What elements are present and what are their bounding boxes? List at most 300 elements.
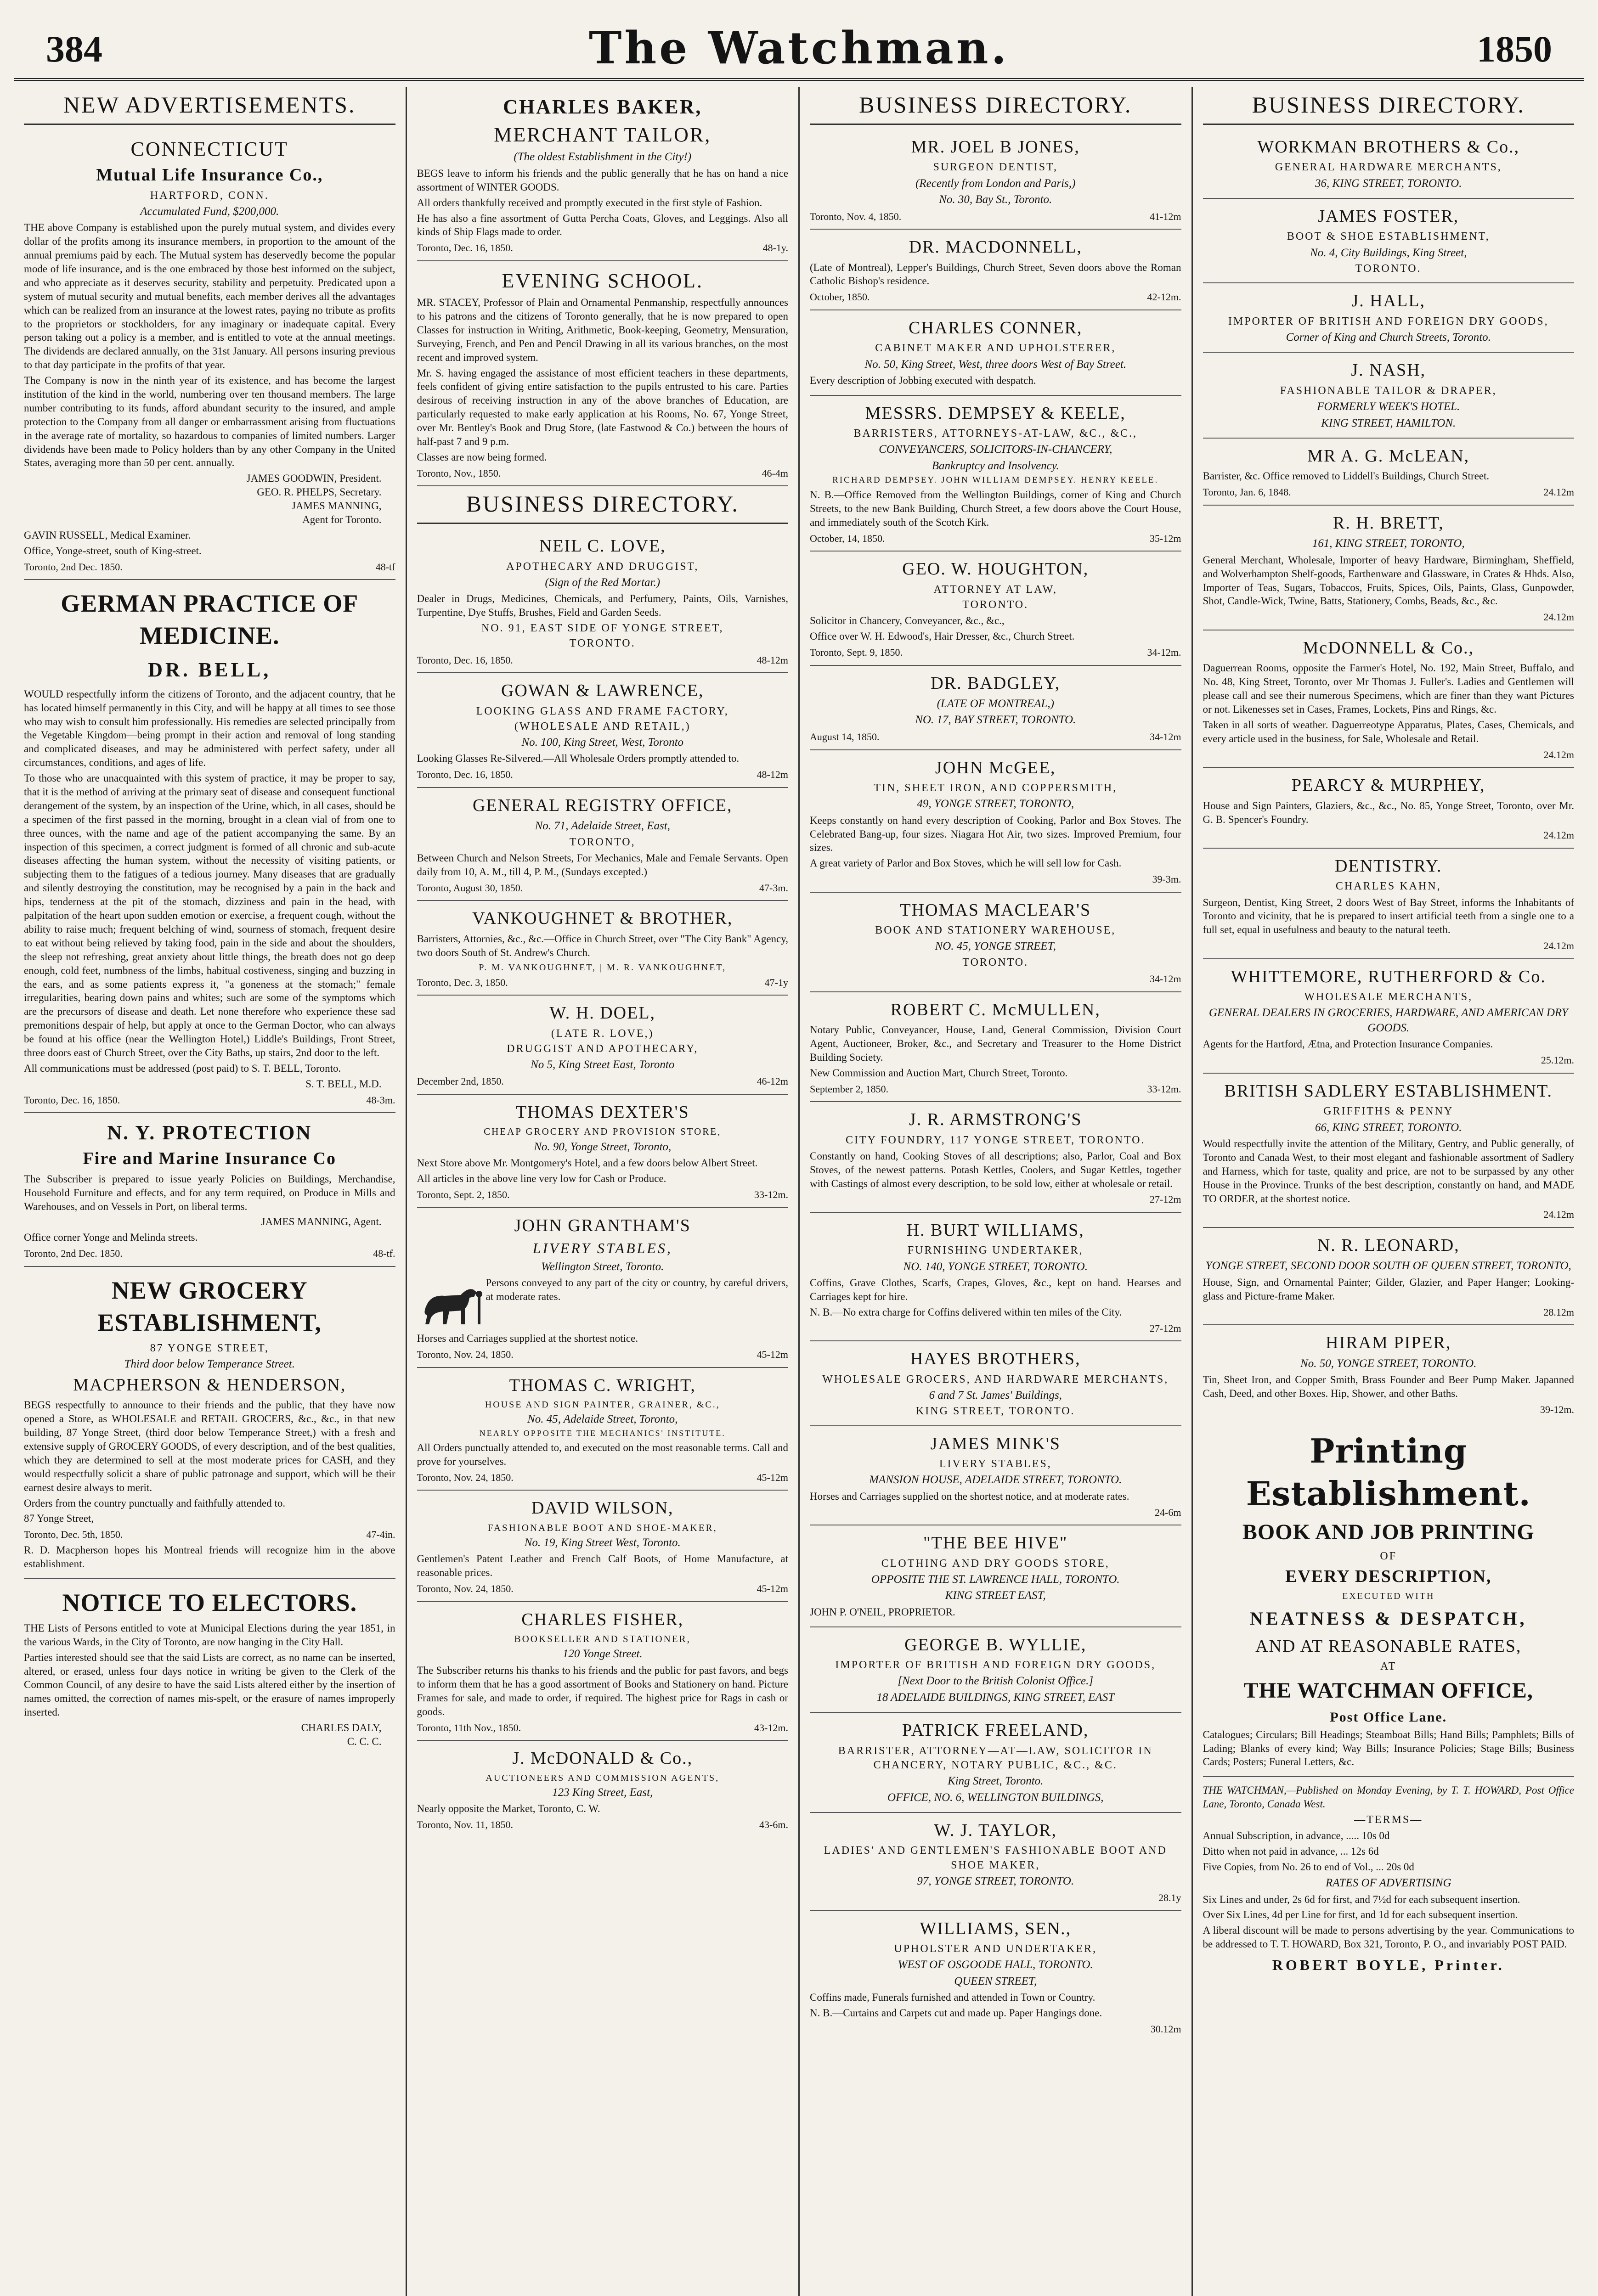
ad-title: DR. MACDONNELL, bbox=[909, 237, 1082, 257]
ad-note: CONVEYANCERS, SOLICITORS-IN-CHANCERY, bbox=[879, 443, 1112, 456]
directory-listing bbox=[810, 1341, 1181, 1426]
ad-city: TORONTO. bbox=[1355, 263, 1422, 275]
ad-city: TORONTO, bbox=[569, 836, 636, 848]
ad-subtitle: SURGEON DENTIST, bbox=[933, 161, 1058, 174]
colophon-rate-3: A liberal discount will be made to persons advertising by the year. Communications to be addressed to T. T. HOWARD, Box 321, Toronto, P. O., and invariably POST PAID. bbox=[1203, 1925, 1574, 1950]
ad-code: 30.12m bbox=[1150, 2023, 1181, 2035]
ad-body-2: Parties interested should see that the said Lists are correct, as no name can be inserted, altered, or erased, unless four days notice in writing be given to the Clerk of the Common Council, of any desire to have the said Lists altered either by the insertion of names omitted, the correction of names mis-spelt, or the erasure of names improperly inserted. bbox=[24, 1651, 395, 1718]
ad-title: GEO. W. HOUGHTON, bbox=[902, 559, 1089, 579]
colophon-term-2: Ditto when not paid in advance, ... 12s 6d bbox=[1203, 1846, 1379, 1857]
ad-names: RICHARD DEMPSEY. JOHN WILLIAM DEMPSEY. HENRY KEELE. bbox=[832, 475, 1159, 485]
directory-listing bbox=[1203, 1325, 1575, 1422]
ad-city: TORONTO. bbox=[962, 956, 1029, 968]
column-heading: BUSINESS DIRECTORY. bbox=[1203, 87, 1575, 125]
colophon bbox=[1203, 1777, 1575, 1985]
ad-subtitle: CABINET MAKER AND UPHOLSTERER, bbox=[875, 342, 1116, 355]
ad-code: 43-6m. bbox=[759, 1818, 788, 1830]
page-number: 384 bbox=[46, 28, 102, 70]
ad-subtitle: BOOK AND STATIONERY WAREHOUSE, bbox=[875, 924, 1116, 937]
ad-address: 123 King Street, East, bbox=[552, 1786, 653, 1799]
ad-address: NO. 91, EAST SIDE OF YONGE STREET, bbox=[481, 622, 724, 635]
ad-address: KING STREET EAST, bbox=[945, 1589, 1046, 1602]
ad-code: 48-12m bbox=[757, 769, 788, 781]
ad-title: N. Y. PROTECTION bbox=[107, 1121, 312, 1144]
ad-ny-protection bbox=[24, 1113, 395, 1267]
ad-code: 45-12m bbox=[757, 1471, 788, 1483]
ad-body: WOULD respectfully inform the citizens of Toronto, and the adjacent country, that he has located himself permanently in this City, and will be happy at all times to see those who may wish to consult him professionally. His remedies are selected principally from the Vegetable Kingdom—being prompt in their action and removal of long standing and complicated diseases, and may be administered with perfect safety, under all circumstances, conditions, and ages of life. bbox=[24, 688, 395, 769]
ad-title: MR. JOEL B JONES, bbox=[911, 137, 1080, 157]
ad-officer: GEO. R. PHELPS, Secretary. bbox=[257, 486, 382, 498]
ad-address: 87 YONGE STREET, bbox=[150, 1342, 269, 1355]
page-year: 1850 bbox=[1477, 28, 1552, 70]
ad-title: GERMAN PRACTICE OF MEDICINE. bbox=[61, 590, 359, 650]
ad-note: King Street, Toronto. bbox=[948, 1775, 1044, 1788]
ad-body: House, Sign, and Ornamental Painter; Gilder, Glazier, and Paper Hanger; Looking-glass and Picture-frame Maker. bbox=[1203, 1276, 1574, 1302]
ad-date: Toronto, Dec. 16, 1850. bbox=[24, 1094, 120, 1106]
ad-code: 33-12m. bbox=[754, 1189, 788, 1201]
ad-body: Dealer in Drugs, Medicines, Chemicals, and Perfumery, Paints, Oils, Varnishes, Turpentine, Dye Stuffs, Brushes, Field and Garden Seeds. bbox=[417, 593, 788, 619]
ad-body: Horses and Carriages supplied on the shortest notice, and at moderate rates. bbox=[810, 1490, 1129, 1502]
ad-title: THOMAS MACLEAR'S bbox=[900, 900, 1091, 920]
directory-listing bbox=[810, 1102, 1181, 1213]
ad-address: OFFICE, NO. 6, WELLINGTON BUILDINGS, bbox=[887, 1791, 1104, 1804]
ad-subtitle: TIN, SHEET IRON, AND COPPERSMITH, bbox=[874, 782, 1118, 794]
ad-subtitle: LADIES' AND GENTLEMEN'S FASHIONABLE BOOT AND SHOE MAKER, bbox=[824, 1845, 1167, 1871]
ad-examiner: GAVIN RUSSELL, Medical Examiner. bbox=[24, 529, 191, 541]
ad-address: NO. 17, BAY STREET, TORONTO. bbox=[915, 714, 1076, 726]
ad-subtitle: CHEAP GROCERY AND PROVISION STORE, bbox=[484, 1126, 722, 1137]
ad-german-medicine bbox=[24, 580, 395, 1113]
ad-note: (WHOLESALE AND RETAIL,) bbox=[514, 720, 691, 732]
ad-code: 33-12m. bbox=[1147, 1083, 1181, 1095]
ad-body-2: All orders thankfully received and promptly executed in the first style of Fashion. bbox=[417, 197, 762, 208]
ad-body-2: New Commission and Auction Mart, Church Street, Toronto. bbox=[810, 1067, 1068, 1079]
directory-listing bbox=[810, 893, 1181, 992]
ad-address: No. 50, YONGE STREET, TORONTO. bbox=[1300, 1357, 1477, 1370]
ad-body: Every description of Jobbing executed with despatch. bbox=[810, 375, 1036, 387]
ad-title: CHARLES CONNER, bbox=[909, 318, 1083, 338]
ad-date: Toronto, Dec. 5th, 1850. bbox=[24, 1529, 123, 1541]
ad-body: MR. STACEY, Professor of Plain and Ornamental Penmanship, respectfully announces to his patrons and the citizens of Toronto generally, that he is now prepared to open Classes for instruction in Writing, Arithmetic, Book-keeping, Geometry, Mensuration, Surveying, French, and Pen and Pencil Drawing in all its various branches, on the most recent and improved system. bbox=[417, 297, 788, 363]
colophon-terms: —TERMS— bbox=[1354, 1814, 1423, 1826]
ad-title: H. BURT WILLIAMS, bbox=[906, 1221, 1084, 1240]
printing-at: AT bbox=[1380, 1660, 1397, 1673]
printing-establishment-ad bbox=[1203, 1422, 1575, 1778]
ad-neil-love bbox=[417, 529, 789, 673]
ad-date: Toronto, Jan. 6, 1848. bbox=[1203, 486, 1291, 498]
ad-body: Between Church and Nelson Streets, For Mechanics, Male and Female Servants. Open daily from 10, A. M., till 4, P. M., (Sundays excepted.) bbox=[417, 852, 788, 878]
horse-illustration bbox=[417, 1278, 486, 1329]
ad-date: Toronto, 2nd Dec. 1850. bbox=[24, 1248, 123, 1260]
ad-body: JOHN P. O'NEIL, PROPRIETOR. bbox=[810, 1606, 955, 1618]
ad-body: House and Sign Painters, Glaziers, &c., &c., No. 85, Yonge Street, Toronto, over Mr. G. B. Spencer's Foundry. bbox=[1203, 799, 1574, 825]
ad-body: The Subscriber is prepared to issue yearly Policies on Buildings, Merchandise, Household Furniture and effects, and for any term required, on Produce in Mills and Warehouses, and on Vessels in Port, on liberal terms. bbox=[24, 1173, 395, 1212]
ad-title: WORKMAN BROTHERS & Co., bbox=[1257, 137, 1520, 157]
directory-listing bbox=[1203, 959, 1575, 1074]
ad-title: WHITTEMORE, RUTHERFORD & Co. bbox=[1231, 967, 1546, 986]
ad-note: (Sign of the Red Mortar.) bbox=[545, 576, 661, 589]
ad-title: CONNECTICUT bbox=[130, 138, 288, 160]
ad-date: Toronto, Nov. 11, 1850. bbox=[417, 1818, 513, 1830]
ad-title: JOHN GRANTHAM'S bbox=[514, 1216, 691, 1235]
printing-line-4: AND AT REASONABLE RATES, bbox=[1255, 1636, 1522, 1656]
ad-body: THE Lists of Persons entitled to vote at Municipal Elections during the year 1851, in the various Wards, in the City of Toronto, are now hanging in the City Hall. bbox=[24, 1622, 395, 1648]
ad-title: JOHN McGEE, bbox=[935, 758, 1056, 777]
directory-listing bbox=[1203, 506, 1575, 630]
ad-body: Nearly opposite the Market, Toronto, C. W. bbox=[417, 1803, 600, 1815]
ad-code: 34-12m bbox=[1150, 731, 1181, 743]
ad-subtitle: FASHIONABLE TAILOR & DRAPER, bbox=[1280, 384, 1497, 397]
ad-signature: JAMES MANNING, Agent. bbox=[261, 1216, 382, 1228]
ad-code: 28.1y bbox=[1158, 1892, 1181, 1904]
ad-date: Toronto, Sept. 9, 1850. bbox=[810, 646, 903, 658]
ad-code: 48-tf bbox=[375, 561, 395, 573]
ad-address: 36, KING STREET, TORONTO. bbox=[1315, 177, 1462, 190]
ad-subtitle: FASHIONABLE BOOT AND SHOE-MAKER, bbox=[487, 1522, 717, 1533]
ad-code: 47-4in. bbox=[366, 1529, 395, 1541]
ad-title: THOMAS DEXTER'S bbox=[515, 1103, 689, 1122]
ad-subtitle: LIVERY STABLES, bbox=[532, 1240, 672, 1256]
directory-listing bbox=[1203, 1228, 1575, 1325]
ad-code: 42-12m. bbox=[1147, 291, 1181, 303]
ad-subtitle: APOTHECARY AND DRUGGIST, bbox=[506, 560, 699, 573]
ad-title: J. HALL, bbox=[1351, 291, 1426, 311]
ad-body: Looking Glasses Re-Silvered.—All Wholesale Orders promptly attended to. bbox=[417, 753, 740, 765]
ad-evening-school bbox=[417, 261, 789, 486]
ad-subtitle: DRUGGIST AND APOTHECARY, bbox=[507, 1042, 699, 1055]
masthead bbox=[14, 9, 1584, 81]
ad-grantham-livery bbox=[417, 1208, 789, 1368]
ad-body: Next Store above Mr. Montgomery's Hotel, and a few doors below Albert Street. bbox=[417, 1157, 758, 1169]
ad-address: No. 45, Adelaide Street, Toronto, bbox=[527, 1412, 678, 1425]
directory-listing bbox=[810, 396, 1181, 552]
ad-address: No. 4, City Buildings, King Street, bbox=[1310, 246, 1467, 259]
ad-title: NOTICE TO ELECTORS. bbox=[62, 1588, 357, 1616]
ad-office: Office, Yonge-street, south of King-street. bbox=[24, 545, 202, 557]
ad-body: Keeps constantly on hand every description of Cooking, Parlor and Box Stoves. The Celebrated Bang-up, four sizes. Niagara Hot Air, two sizes. Improved Premium, four sizes. bbox=[810, 814, 1181, 854]
directory-listing bbox=[810, 1911, 1181, 2042]
ad-david-wilson bbox=[417, 1491, 789, 1602]
ad-body: Coffins, Grave Clothes, Scarfs, Crapes, Gloves, &c., kept on hand. Hearses and Carriages kept for hire. bbox=[810, 1277, 1181, 1303]
ad-body-3: Classes are now being formed. bbox=[417, 451, 547, 463]
ad-code: 34-12m bbox=[1150, 973, 1181, 985]
ad-body: General Merchant, Wholesale, Importer of heavy Hardware, Birmingham, Sheffield, and Wolverhampton Shelf-goods, Earthenware and Glassware, in Crates & Hhds. Also, Importer of Teas, Sugars, Tobaccos, Fruits, Spices, Oils, Paints, Glass, Gunpowder, Shot, Candle-Wick, Twine, Batts, Stationery, Combs, Beads, &c., &c. bbox=[1203, 554, 1574, 607]
ad-code: 41-12m bbox=[1150, 210, 1181, 222]
ad-title: HIRAM PIPER, bbox=[1326, 1333, 1451, 1353]
colophon-term-1: Annual Subscription, in advance, ..... 10s 0d bbox=[1203, 1830, 1390, 1842]
ad-date: September 2, 1850. bbox=[810, 1083, 889, 1095]
ad-address-2: 87 Yonge Street, bbox=[24, 1513, 94, 1525]
ad-date: Toronto, 2nd Dec. 1850. bbox=[24, 561, 123, 573]
ad-title: W. H. DOEL, bbox=[549, 1003, 656, 1023]
ad-code: 24.12m bbox=[1543, 940, 1574, 952]
ad-new-grocery bbox=[24, 1267, 395, 1579]
ad-title: DAVID WILSON, bbox=[531, 1498, 674, 1518]
ad-body-2: N. B.—No extra charge for Coffins delivered within ten miles of the City. bbox=[810, 1306, 1122, 1318]
ad-address: 66, KING STREET, TORONTO. bbox=[1315, 1121, 1462, 1134]
printing-of: OF bbox=[1380, 1550, 1397, 1563]
ad-address: Wellington Street, Toronto. bbox=[541, 1260, 664, 1273]
ad-code: 24-6m bbox=[1155, 1506, 1181, 1518]
ad-note: (Recently from London and Paris,) bbox=[915, 177, 1076, 190]
ad-code: 24.12m bbox=[1543, 829, 1574, 841]
ad-date: December 2nd, 1850. bbox=[417, 1075, 504, 1087]
ad-date: Toronto, August 30, 1850. bbox=[417, 882, 523, 894]
ad-date: Toronto, Dec. 16, 1850. bbox=[417, 769, 513, 781]
printing-executed: EXECUTED WITH bbox=[1342, 1591, 1435, 1601]
ad-subtitle: DR. BELL, bbox=[148, 658, 271, 681]
directory-listing bbox=[1203, 630, 1575, 768]
ad-code: 24.12m bbox=[1543, 486, 1574, 498]
ad-title: DENTISTRY. bbox=[1334, 856, 1442, 876]
ad-title: GOWAN & LAWRENCE, bbox=[501, 681, 704, 701]
ad-code: 46-4m bbox=[762, 467, 788, 479]
ad-names: P. M. VANKOUGHNET, | M. R. VANKOUGHNET, bbox=[479, 962, 727, 973]
directory-listing bbox=[810, 666, 1181, 750]
ad-subtitle: MERCHANT TAILOR, bbox=[494, 124, 711, 146]
ad-body: Barrister, &c. Office removed to Liddell's Buildings, Church Street. bbox=[1203, 470, 1490, 482]
ad-subtitle: Fire and Marine Insurance Co bbox=[83, 1149, 336, 1169]
ad-title: HAYES BROTHERS, bbox=[910, 1349, 1081, 1369]
directory-listing bbox=[1203, 199, 1575, 283]
ad-dexter bbox=[417, 1095, 789, 1208]
ad-subtitle: AUCTIONEERS AND COMMISSION AGENTS, bbox=[486, 1773, 720, 1783]
ad-address: No. 100, King Street, West, Toronto bbox=[521, 736, 684, 748]
ad-subtitle: ATTORNEY AT LAW, bbox=[933, 583, 1057, 596]
ad-wright-painter bbox=[417, 1368, 789, 1491]
ad-officer: JAMES GOODWIN, President. bbox=[246, 473, 382, 484]
ad-body: The Subscriber returns his thanks to his friends and the public for past favors, and begs to inform them that he has a good assortment of Books and Stationery on hand. Picture Frames for sale, and made to order, if required. The highest price for Rags in cash or goods. bbox=[417, 1664, 788, 1717]
ad-doel bbox=[417, 996, 789, 1095]
ad-code: 39-12m. bbox=[1540, 1403, 1574, 1415]
ad-date: Toronto, Dec. 16, 1850. bbox=[417, 242, 513, 254]
directory-listing bbox=[1203, 129, 1575, 199]
ad-body-2: A great variety of Parlor and Box Stoves, which he will sell low for Cash. bbox=[810, 857, 1122, 869]
ad-title: MR A. G. McLEAN, bbox=[1307, 446, 1470, 466]
ad-signature-2: C. C. C. bbox=[347, 1736, 382, 1747]
ad-city: TORONTO. bbox=[569, 637, 636, 650]
ad-body-2: The Company is now in the ninth year of its existence, and has become the largest institution of the kind in the world, numbering over ten thousand members. The large number contributing to its funds, afford abundant security to the insured, and ample protection to the Company from all danger or embarrassment arising from fluctuations in the average rate of mortality, so hazardous to companies of limited numbers. Larger dividends have been made to Policy holders than by any other Company in the United States, averaging more than 50 per cent. annually. bbox=[24, 375, 395, 469]
ad-date: Toronto, Nov. 24, 1850. bbox=[417, 1471, 514, 1483]
ad-note: GENERAL DEALERS IN GROCERIES, HARDWARE, AND AMERICAN DRY GOODS. bbox=[1208, 1007, 1568, 1034]
ad-mcdonald bbox=[417, 1741, 789, 1837]
directory-listing bbox=[810, 230, 1181, 310]
directory-listing bbox=[1203, 1074, 1575, 1228]
ad-subtitle: CITY FOUNDRY, 117 YONGE STREET, TORONTO. bbox=[846, 1134, 1146, 1146]
directory-listing bbox=[810, 1426, 1181, 1526]
ad-subtitle: LOOKING GLASS AND FRAME FACTORY, bbox=[476, 705, 729, 717]
ad-code: 46-12m bbox=[757, 1075, 788, 1087]
directory-listing bbox=[810, 1213, 1181, 1341]
ad-subtitle: BARRISTER, ATTORNEY—AT—LAW, SOLICITOR IN CHANCERY, NOTARY PUBLIC, &C., &C. bbox=[838, 1745, 1153, 1771]
ad-code: 24.12m bbox=[1543, 611, 1574, 623]
printing-line-1: BOOK AND JOB PRINTING bbox=[1242, 1519, 1535, 1544]
ad-address: No. 90, Yonge Street, Toronto, bbox=[534, 1140, 672, 1153]
printing-line-2: EVERY DESCRIPTION, bbox=[1285, 1567, 1492, 1587]
ad-charles-baker bbox=[417, 87, 789, 261]
ad-address: No 5, King Street East, Toronto bbox=[531, 1058, 675, 1071]
ad-place: HARTFORD, CONN. bbox=[150, 189, 269, 202]
ad-body: Barristers, Attornies, &c., &c.—Office in Church Street, over "The City Bank" Agency, two doors South of St. Andrew's Church. bbox=[417, 933, 788, 958]
ad-title: EVENING SCHOOL. bbox=[502, 269, 704, 292]
colophon-rate-1: Six Lines and under, 2s 6d for first, and 7½d for each subsequent insertion. bbox=[1203, 1893, 1520, 1905]
ad-title: PEARCY & MURPHEY, bbox=[1292, 776, 1485, 795]
ad-title: DR. BADGLEY, bbox=[931, 673, 1061, 693]
ad-address: No. 19, King Street West, Toronto. bbox=[524, 1536, 681, 1549]
column-2 bbox=[407, 87, 800, 2296]
directory-listing bbox=[810, 1713, 1181, 1813]
ad-note: (LATE R. LOVE,) bbox=[551, 1027, 654, 1040]
directory-listing bbox=[810, 310, 1181, 396]
directory-listing bbox=[1203, 849, 1575, 959]
ad-body-3: He has also a fine assortment of Gutta Percha Coats, Gloves, and Leggings. Also all kinds of Ship Flags made to order. bbox=[417, 212, 788, 238]
directory-listing bbox=[810, 1525, 1181, 1627]
ad-city: TORONTO. bbox=[962, 599, 1029, 611]
ad-body: Surgeon, Dentist, King Street, 2 doors West of Bay Street, informs the Inhabitants of Toronto and vicinity, that he is prepared to insert artificial teeth from a single one to a full set, equal in usefulness and beauty to the natural teeth. bbox=[1203, 896, 1574, 936]
ad-date: Toronto, Nov. 24, 1850. bbox=[417, 1583, 514, 1595]
ad-title: GEORGE B. WYLLIE, bbox=[904, 1635, 1087, 1654]
ad-code: 47-1y bbox=[764, 976, 788, 988]
colophon-line: THE WATCHMAN,—Published on Monday Evening, by T. T. HOWARD, Post Office Lane, Toronto, Canada West. bbox=[1203, 1784, 1574, 1810]
newspaper-title: The Watchman. bbox=[589, 22, 1009, 74]
ad-gowan-lawrence bbox=[417, 673, 789, 788]
column-4 bbox=[1193, 87, 1585, 2296]
ad-body: BEGS respectfully to announce to their friends and the public, that they have now opened a Store, as WHOLESALE and RETAIL GROCERS, &c., &c., in that new building, 87 Yonge Street, (third door below Temperance Street,) with a fresh and extensive supply of GROCERY GOODS, of every description, and of the best qualities, which they are determined to sell at the most moderate prices for CASH, and they would respectfully solicit a share of public patronage and support, which will be their earnest desire always to merit. bbox=[24, 1399, 395, 1493]
ad-address: NO. 45, YONGE STREET, bbox=[935, 940, 1056, 953]
ad-note-2: R. D. Macpherson hopes his Montreal friends will recognize him in the above establishment. bbox=[24, 1544, 395, 1570]
ad-body: Solicitor in Chancery, Conveyancer, &c., &c., bbox=[810, 615, 1005, 627]
ad-title: N. R. LEONARD, bbox=[1317, 1236, 1460, 1255]
directory-listing bbox=[1203, 283, 1575, 353]
ad-body: (Late of Montreal), Lepper's Buildings, Church Street, Seven doors above the Roman Catholic Bishop's residence. bbox=[810, 261, 1181, 287]
ad-note: OPPOSITE THE ST. LAWRENCE HALL, TORONTO. bbox=[871, 1573, 1120, 1586]
ad-title: THOMAS C. WRIGHT, bbox=[509, 1375, 696, 1395]
colophon-rates: RATES OF ADVERTISING bbox=[1325, 1877, 1451, 1890]
ad-body: Coffins made, Funerals furnished and attended in Town or Country. bbox=[810, 1992, 1095, 2003]
ad-body: N. B.—Office Removed from the Wellington Buildings, corner of King and Church Streets, to the new Bank Building, Church Street, a few doors above the Court House, and immediately south of the Scotch Kirk. bbox=[810, 489, 1181, 528]
ad-date: October, 1850. bbox=[810, 291, 870, 303]
ad-officer: Agent for Toronto. bbox=[302, 513, 382, 525]
ad-date: August 14, 1850. bbox=[810, 731, 880, 743]
ad-subtitle: CLOTHING AND DRY GOODS STORE, bbox=[881, 1557, 1110, 1570]
column-heading: NEW ADVERTISEMENTS. bbox=[24, 87, 395, 125]
ad-title: J. McDONALD & Co., bbox=[512, 1749, 693, 1768]
ad-address: No. 50, King Street, West, three doors West of Bay Street. bbox=[864, 358, 1127, 371]
ad-subtitle: GRIFFITHS & PENNY bbox=[1323, 1105, 1454, 1118]
ad-code: 34-12m. bbox=[1147, 646, 1181, 658]
directory-listing bbox=[810, 551, 1181, 665]
ad-note: FORMERLY WEEK'S HOTEL. bbox=[1317, 400, 1460, 413]
ad-date: Toronto, Sept. 2, 1850. bbox=[417, 1189, 510, 1201]
business-directory-list bbox=[810, 129, 1181, 2042]
ad-subtitle: IMPORTER OF BRITISH AND FOREIGN DRY GOODS, bbox=[835, 1659, 1156, 1671]
colophon-term-3: Five Copies, from No. 26 to end of Vol., ... 20s 0d bbox=[1203, 1861, 1414, 1873]
ad-body-2: Horses and Carriages supplied at the shortest notice. bbox=[417, 1333, 638, 1345]
ad-body: Daguerrean Rooms, opposite the Farmer's Hotel, No. 192, Main Street, Buffalo, and No. 48, King Street, Toronto, over Mr Thomas J. Fuller's. Ladies and Gentlemen will please call and see their numerous Specimens, which are finer than they want Pictures or not. Likenesses set in Cases, Frames, Lockets, Pins and Rings, &c. bbox=[1203, 662, 1574, 715]
ad-title: PATRICK FREELAND, bbox=[902, 1721, 1089, 1740]
ad-subtitle: UPHOLSTER AND UNDERTAKER, bbox=[894, 1943, 1097, 1955]
column-1 bbox=[14, 87, 407, 2296]
ad-body-3: All communications must be addressed (post paid) to S. T. BELL, Toronto. bbox=[24, 1062, 341, 1074]
ad-date: Toronto, Dec. 16, 1850. bbox=[417, 654, 513, 666]
ad-code: 43-12m. bbox=[754, 1722, 788, 1733]
ad-address: 18 ADELAIDE BUILDINGS, KING STREET, EAST bbox=[876, 1691, 1115, 1704]
ad-address: Corner of King and Church Streets, Toronto. bbox=[1286, 331, 1491, 343]
ad-code: 27-12m bbox=[1150, 1322, 1181, 1334]
ad-date: Toronto, Nov. 4, 1850. bbox=[810, 210, 902, 222]
ad-note: (LATE OF MONTREAL,) bbox=[937, 697, 1054, 710]
ad-code: 48-1y. bbox=[762, 242, 788, 254]
directory-listing bbox=[810, 129, 1181, 230]
printer-name: ROBERT BOYLE, Printer. bbox=[1272, 1957, 1505, 1974]
ad-body-2: To those who are unacquainted with this system of practice, it may be proper to say, that it is the method of arriving at the primary seat of disease and consequent functional derangement of the system, by an inspection of the Urine, which, in all cases, should be a specimen of the first passed in the morning, brought in a clean vial of from one to three ounces, with the name and age of the patient accompanying the same. By an inspection of this specimen, a correct judgment is formed of all chronic and sub-acute diseases affecting the human system, without the necessity of visiting patients, or subjecting them to the fatigues of a tedious journey. Many diseases that are gradually and silently destroying the constitution, may be recognised by a pain in the back and hips, tenderness at the pit of the stomach, dizziness and pain in the head, with palpitation of the heart upon sudden emotion or exercise, a frequent cough, without the ability to raise much; frequent belching of wind, sourness of stomach, frequent desire to eat without being relieved by taking food, pain in the side and about the shoulders, the sleep not refreshing, great anxiety about little things, the breath does not go deep enough, cold feet, numbness of the limbs, habitual costiveness, singing and buzzing in the ears, and as some patients express it, "a goneness at the stomach;" female irregularities, bearing down pains and whites; such are some of the symptoms which are the precursors of disease and death. Let none therefore who experience these sad premonitions despair of help, but apply at once to the German Doctor, who can always be found at his office (near the Wellington Hotel,) Liddle's Buildings, Front Street, three doors east of Church Street, over the City Baths, up stairs, 2nd door to the left. bbox=[24, 772, 395, 1058]
ad-title: NEIL C. LOVE, bbox=[539, 536, 666, 556]
ad-title: WILLIAMS, SEN., bbox=[920, 1919, 1072, 1938]
printing-line-3: NEATNESS & DESPATCH, bbox=[1250, 1608, 1527, 1629]
directory-listing bbox=[810, 1627, 1181, 1713]
ad-body-2: Taken in all sorts of weather. Daguerreotype Apparatus, Plates, Cases, Chemicals, and every article used in the business, for Sale, Wholesale and Retail. bbox=[1203, 719, 1574, 744]
ad-subtitle: GENERAL HARDWARE MERCHANTS, bbox=[1275, 161, 1502, 174]
ad-address: NO. 140, YONGE STREET, TORONTO. bbox=[903, 1260, 1088, 1273]
ad-title: J. NASH, bbox=[1351, 360, 1426, 380]
ad-title: McDONNELL & Co., bbox=[1303, 638, 1474, 658]
ad-signature: S. T. BELL, M.D. bbox=[305, 1078, 382, 1090]
ad-address: QUEEN STREET, bbox=[954, 1975, 1037, 1987]
ad-notice-electors bbox=[24, 1579, 395, 1754]
colophon-rate-2: Over Six Lines, 4d per Line for first, and 1d for each subsequent insertion. bbox=[1203, 1909, 1518, 1921]
ad-code: 45-12m bbox=[757, 1348, 788, 1360]
ad-vankoughnet bbox=[417, 901, 789, 996]
ad-subtitle: IMPORTER OF BRITISH AND FOREIGN DRY GOODS, bbox=[1228, 315, 1549, 327]
ad-body: BEGS leave to inform his friends and the public generally that he has on hand a nice assortment of WINTER GOODS. bbox=[417, 167, 788, 193]
ad-code: 27-12m bbox=[1150, 1193, 1181, 1205]
ad-body-2: Office over W. H. Edwood's, Hair Dresser, &c., Church Street. bbox=[810, 630, 1075, 642]
ad-note: WEST OF OSGOODE HALL, TORONTO. bbox=[898, 1958, 1093, 1971]
ad-title: GENERAL REGISTRY OFFICE, bbox=[472, 795, 733, 815]
ad-address: 97, YONGE STREET, TORONTO. bbox=[917, 1874, 1074, 1887]
ad-code: 47-3m. bbox=[759, 882, 788, 894]
ad-body-2: Orders from the country punctually and faithfully attended to. bbox=[24, 1497, 286, 1509]
ad-address: KING STREET, HAMILTON. bbox=[1321, 416, 1456, 429]
ad-code: 28.12m bbox=[1543, 1306, 1574, 1318]
ad-title: JAMES FOSTER, bbox=[1318, 207, 1459, 226]
ad-title: JAMES MINK'S bbox=[930, 1434, 1061, 1453]
ad-fund: Accumulated Fund, $200,000. bbox=[140, 205, 279, 218]
printing-body: Catalogues; Circulars; Bill Headings; Steamboat Bills; Hand Bills; Pamphlets; Bills of Lading; Blanks of every kind; Way Bills; Insurance Policies; Stage Bills; Business Cards; Posters; Funeral Letters, &c. bbox=[1203, 1728, 1574, 1768]
ad-title: BRITISH SADLERY ESTABLISHMENT. bbox=[1224, 1081, 1553, 1101]
ad-subtitle: CHARLES KAHN, bbox=[1335, 880, 1441, 893]
ad-address: 120 Yonge Street. bbox=[562, 1648, 643, 1660]
column-heading: BUSINESS DIRECTORY. bbox=[417, 486, 789, 524]
ad-code: 39-3m. bbox=[1152, 873, 1181, 885]
ad-date: Toronto, 11th Nov., 1850. bbox=[417, 1722, 521, 1733]
ad-code: 24.12m bbox=[1543, 748, 1574, 760]
ad-code: 24.12m bbox=[1543, 1209, 1574, 1221]
printing-line-5: THE WATCHMAN OFFICE, bbox=[1243, 1678, 1533, 1703]
ad-subtitle: BOOT & SHOE ESTABLISHMENT, bbox=[1287, 231, 1490, 243]
ad-note: MANSION HOUSE, ADELAIDE STREET, TORONTO. bbox=[869, 1474, 1122, 1486]
ad-firm: MACPHERSON & HENDERSON, bbox=[73, 1375, 346, 1395]
ad-date: Toronto, Dec. 3, 1850. bbox=[417, 976, 508, 988]
column-heading: BUSINESS DIRECTORY. bbox=[810, 87, 1181, 125]
ad-code: 48-12m bbox=[757, 654, 788, 666]
ad-title: CHARLES BAKER, bbox=[503, 96, 702, 118]
ad-title: "THE BEE HIVE" bbox=[923, 1533, 1068, 1553]
ad-signature: CHARLES DALY, bbox=[301, 1722, 382, 1734]
ad-date: October, 14, 1850. bbox=[810, 532, 885, 544]
ad-connecticut-mutual bbox=[24, 129, 395, 580]
ad-body: Gentlemen's Patent Leather and French Calf Boots, of Home Manufacture, at reasonable prices. bbox=[417, 1553, 788, 1579]
